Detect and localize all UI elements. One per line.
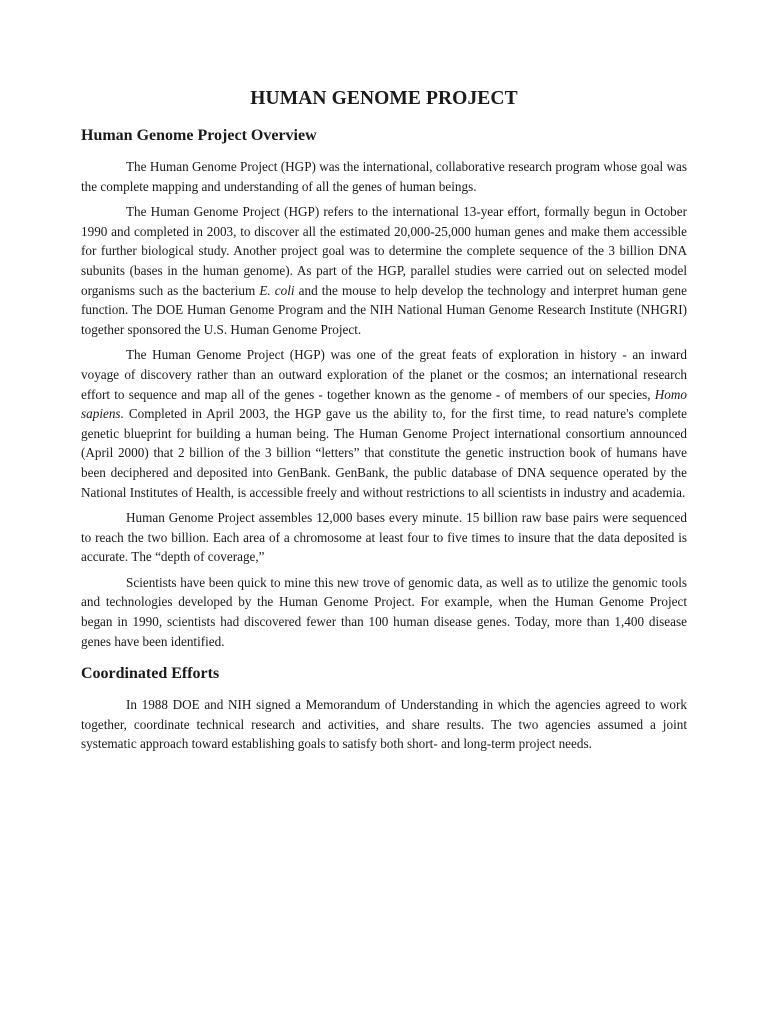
italic-text-run: E. coli [259,282,295,298]
text-run: The Human Genome Project (HGP) refers to the international 13-year effort, formally begun in October 1990 and completed in 2003, to discover all the estimated 20,000-25,000 human genes and make them accessible for further biological study. Another project goal was to determine the complete sequence of the 3 billion DNA subunits (bases in the human genome). As part of the HGP, parallel studies were carried out on selected model organisms such as the bacterium [81,204,687,298]
text-run: Completed in April 2003, the HGP gave us the ability to, for the first time, to read nature's complete genetic blueprint for building a human being. The Human Genome Project international consortium announced (April 2000) that 2 billion of the 3 billion “letters” that constitute the genetic instruction book of humans have been deciphered and deposited into GenBank. GenBank, the public database of DNA sequence operated by the National Institutes of Health, is accessible freely and without restrictions to all scientists in industry and academia. [81,406,687,500]
text-run: In 1988 DOE and NIH signed a Memorandum of Understanding in which the agencies agreed to work together, coordinate technical research and activities, and share results. The two agencies assumed a joint systematic approach toward establishing goals to satisfy both short- and long-term project needs. [81,697,687,752]
section-overview [81,127,687,651]
text-run: Scientists have been quick to mine this new trove of genomic data, as well as to utilize the genomic tools and technologies developed by the Human Genome Project. For example, when the Human Genome Project began in 1990, scientists had discovered fewer than 100 human disease genes. Today, more than 1,400 disease genes have been identified. [81,574,687,649]
section-coordinated-efforts [81,665,687,754]
section-heading: Coordinated Efforts [81,665,220,683]
paragraph [81,345,687,502]
paragraph [81,695,687,754]
text-run: The Human Genome Project (HGP) was the international, collaborative research program whose goal was the complete mapping and understanding of all the genes of human beings. [81,159,687,194]
paragraph [81,157,687,196]
paragraph [81,508,687,567]
text-run: The Human Genome Project (HGP) was one of the great feats of exploration in history - an inward voyage of discovery rather than an outward exploration of the planet or the cosmos; an international research effort to sequence and map all of the genes - together known as the genome - of members of our species, [81,347,687,402]
paragraph [81,573,687,651]
italic-text-run: Homo sapiens. [81,386,687,422]
paragraph [81,202,687,339]
text-run: Human Genome Project assembles 12,000 bases every minute. 15 billion raw base pairs were sequenced to reach the two billion. Each area of a chromosome at least four to five times to insure that the data deposited is accurate. The “depth of coverage,” [81,510,687,565]
text-run: and the mouse to help develop the technology and interpret human gene function. The DOE Human Genome Program and the NIH National Human Genome Research Institute (NHGRI) together sponsored the U.S. Human Genome Project. [81,282,687,337]
document-page [81,88,687,760]
document-title: HUMAN GENOME PROJECT [250,88,518,109]
section-heading: Human Genome Project Overview [81,127,317,144]
